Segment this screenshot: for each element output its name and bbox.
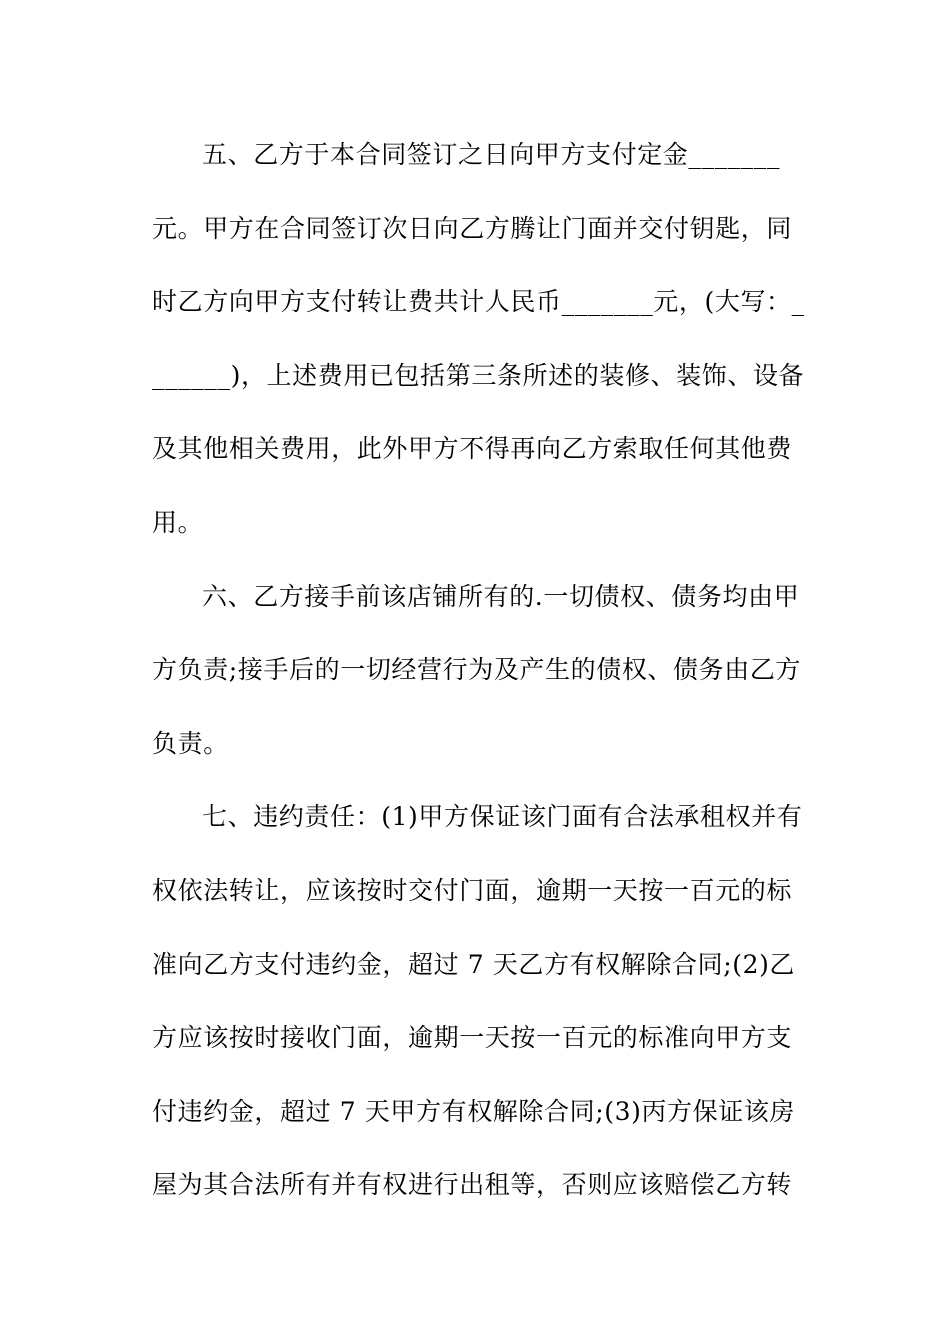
- clause-7-line-3: 准向乙方支付违约金，超过 7 天乙方有权解除合同;(2)乙: [152, 949, 796, 979]
- clause-6-line-1: 六、乙方接手前该店铺所有的.一切债权、债务均由甲: [202, 581, 800, 611]
- clause-5-line-1: 五、乙方于本合同签订之日向甲方支付定金_______: [202, 140, 781, 169]
- clause-5-line-4: ______)，上述费用已包括第三条所述的装修、装饰、设备: [152, 360, 805, 390]
- clause-5-line-3: 时乙方向甲方支付转让费共计人民币_______元，(大写：_: [152, 287, 805, 317]
- clause-7-line-4: 方应该按时接收门面，逾期一天按一百元的标准向甲方支: [152, 1023, 793, 1053]
- clause-5-line-6: 用。: [152, 507, 204, 537]
- clause-5-line-5: 及其他相关费用，此外甲方不得再向乙方索取任何其他费: [152, 434, 793, 464]
- clause-7-line-2: 权依法转让，应该按时交付门面，逾期一天按一百元的标: [152, 875, 793, 905]
- clause-5-line-2: 元。甲方在合同签订次日向乙方腾让门面并交付钥匙，同: [152, 213, 793, 243]
- document-body: [152, 126, 812, 1230]
- clause-6-line-3: 负责。: [152, 728, 229, 758]
- clause-7-line-5: 付违约金，超过 7 天甲方有权解除合同;(3)丙方保证该房: [152, 1096, 796, 1126]
- clause-6-line-2: 方负责;接手后的一切经营行为及产生的债权、债务由乙方: [152, 655, 802, 685]
- clause-7-line-1: 七、违约责任：(1)甲方保证该门面有合法承租权并有: [202, 802, 803, 832]
- clause-7-line-6: 屋为其合法所有并有权进行出租等，否则应该赔偿乙方转: [152, 1170, 793, 1200]
